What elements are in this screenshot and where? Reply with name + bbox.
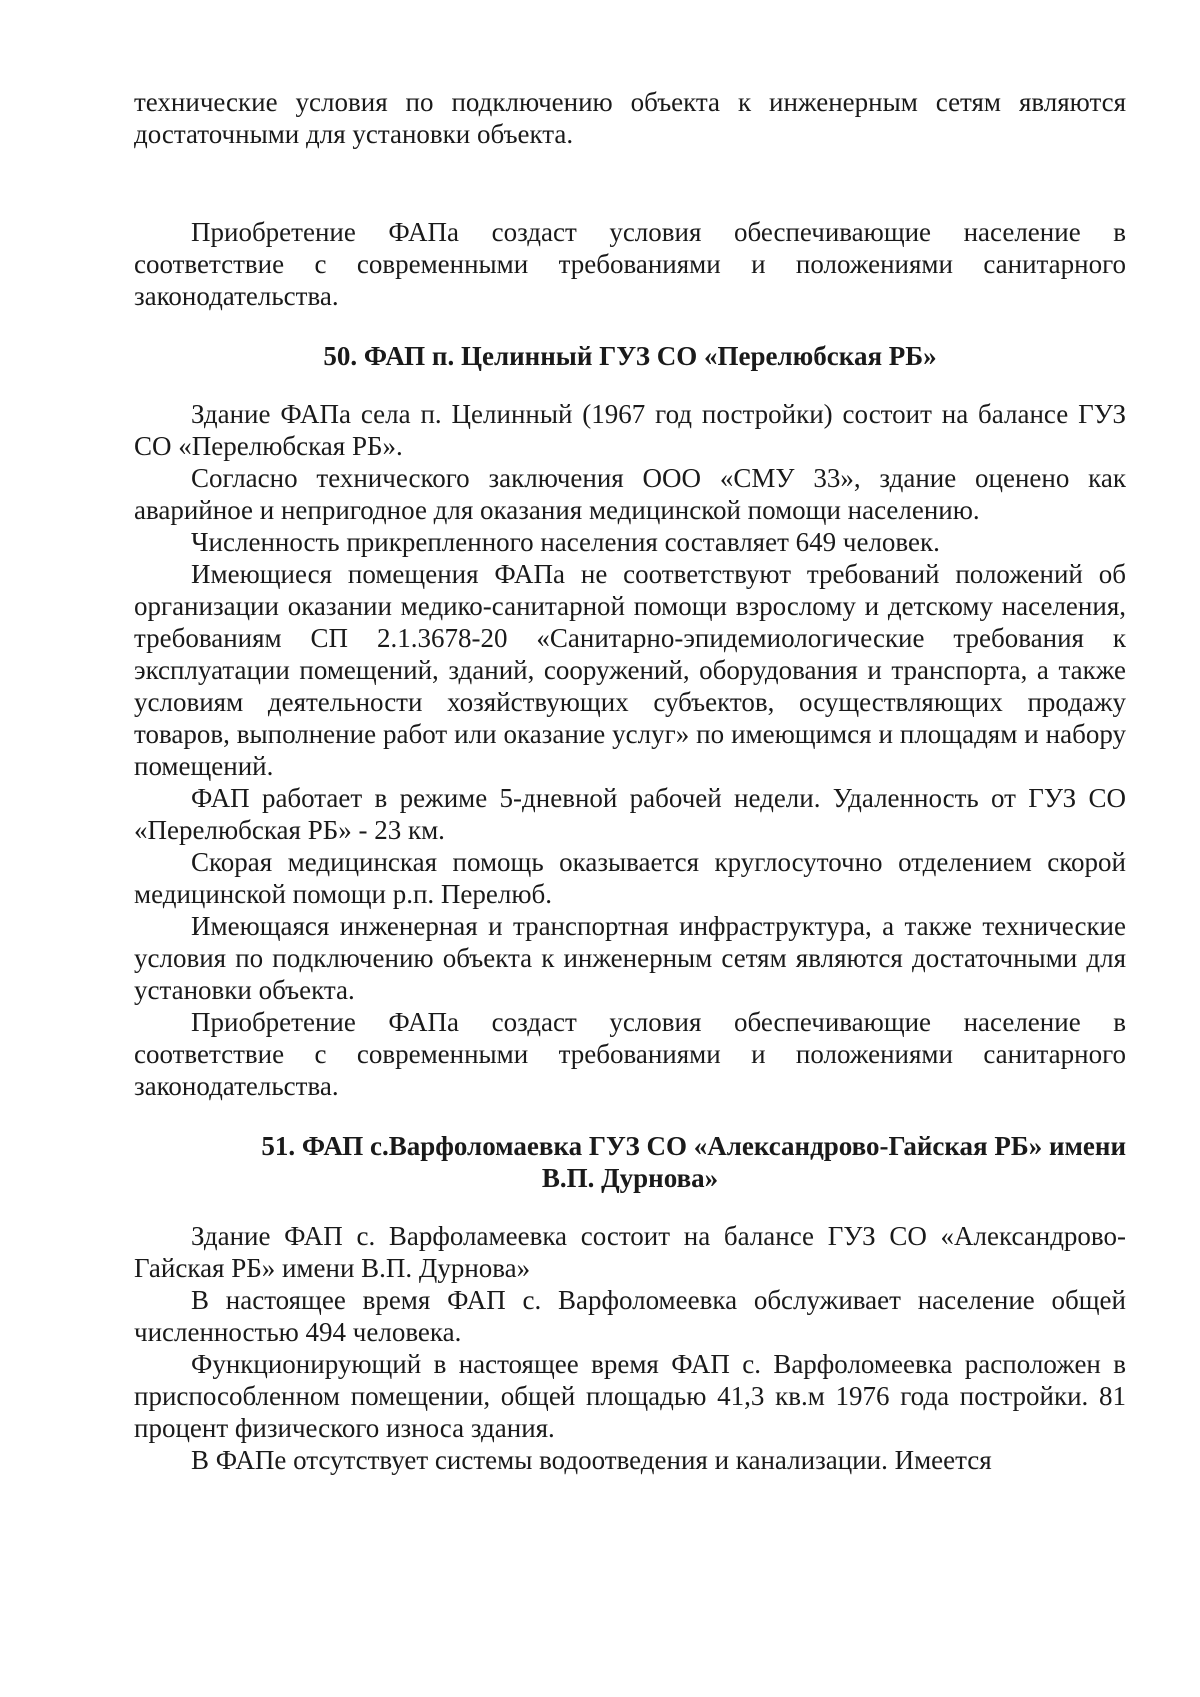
section-50-paragraph: Имеющаяся инженерная и транспортная инфраструктура, а также технические условия по подключению объекта к инженерным сетям являются достаточными для установки объекта. — [134, 911, 1126, 1005]
section-51-heading-line-1: 51. ФАП с.Варфоломаевка ГУЗ СО «Александрово-Гайская РБ» имени — [261, 1131, 1126, 1161]
section-51-paragraph: Функционирующий в настоящее время ФАП с. Варфоломеевка расположен в приспособленном помещении, общей площадью 41,3 кв.м 1976 года постройки. 81 процент физического износа здания. — [134, 1349, 1126, 1443]
section-50-paragraph: Скорая медицинская помощь оказывается круглосуточно отделением скорой медицинской помощи р.п. Перелюб. — [134, 847, 1126, 909]
section-50-paragraph: Приобретение ФАПа создаст условия обеспечивающие население в соответствие с современными требованиями и положениями санитарного законодательства. — [134, 1007, 1126, 1101]
intro-paragraph: Приобретение ФАПа создаст условия обеспечивающие население в соответствие с современными требованиями и положениями санитарного законодательства. — [134, 217, 1126, 311]
section-51-heading-line-2: В.П. Дурнова» — [541, 1163, 719, 1193]
section-50-paragraph: Здание ФАПа села п. Целинный (1967 год постройки) состоит на балансе ГУЗ СО «Перелюбская РБ». — [134, 399, 1126, 461]
section-51-paragraph: В настоящее время ФАП с. Варфоломеевка обслуживает население общей численностью 494 человека. — [134, 1285, 1126, 1347]
section-50-paragraph: Имеющиеся помещения ФАПа не соответствуют требований положений об организации оказании медико-санитарной помощи взрослому и детскому населения, требованиям СП 2.1.3678-20 «Санитарно-эпидемиологические требования к эксплуатации помещений, зданий, сооружений, оборудования и транспорта, а также условиям деятельности хозяйствующих субъектов, осуществляющих продажу товаров, выполнение работ или оказание услуг» по имеющимся и площадям и набору помещений. — [134, 559, 1126, 781]
section-50-paragraph: Численность прикрепленного населения составляет 649 человек. — [191, 527, 940, 557]
section-51-paragraph: В ФАПе отсутствует системы водоотведения и канализации. Имеется — [191, 1445, 992, 1475]
section-51-body — [134, 1220, 1126, 1476]
section-50-heading: 50. ФАП п. Целинный ГУЗ СО «Перелюбская РБ» — [323, 341, 937, 371]
section-50-paragraph: Согласно технического заключения ООО «СМУ 33», здание оценено как аварийное и непригодное для оказания медицинской помощи населению. — [134, 463, 1126, 525]
section-50-paragraph: ФАП работает в режиме 5-дневной рабочей недели. Удаленность от ГУЗ СО «Перелюбская РБ» - 23 км. — [134, 783, 1126, 845]
intro-paragraph: технические условия по подключению объекта к инженерным сетям являются достаточными для установки объекта. — [134, 87, 1126, 149]
section-50-body — [134, 398, 1126, 1102]
document-body — [134, 86, 1126, 1476]
section-51-paragraph: Здание ФАП с. Варфоламеевка состоит на балансе ГУЗ СО «Александрово-Гайская РБ» имени В.П. Дурнова» — [134, 1221, 1126, 1283]
